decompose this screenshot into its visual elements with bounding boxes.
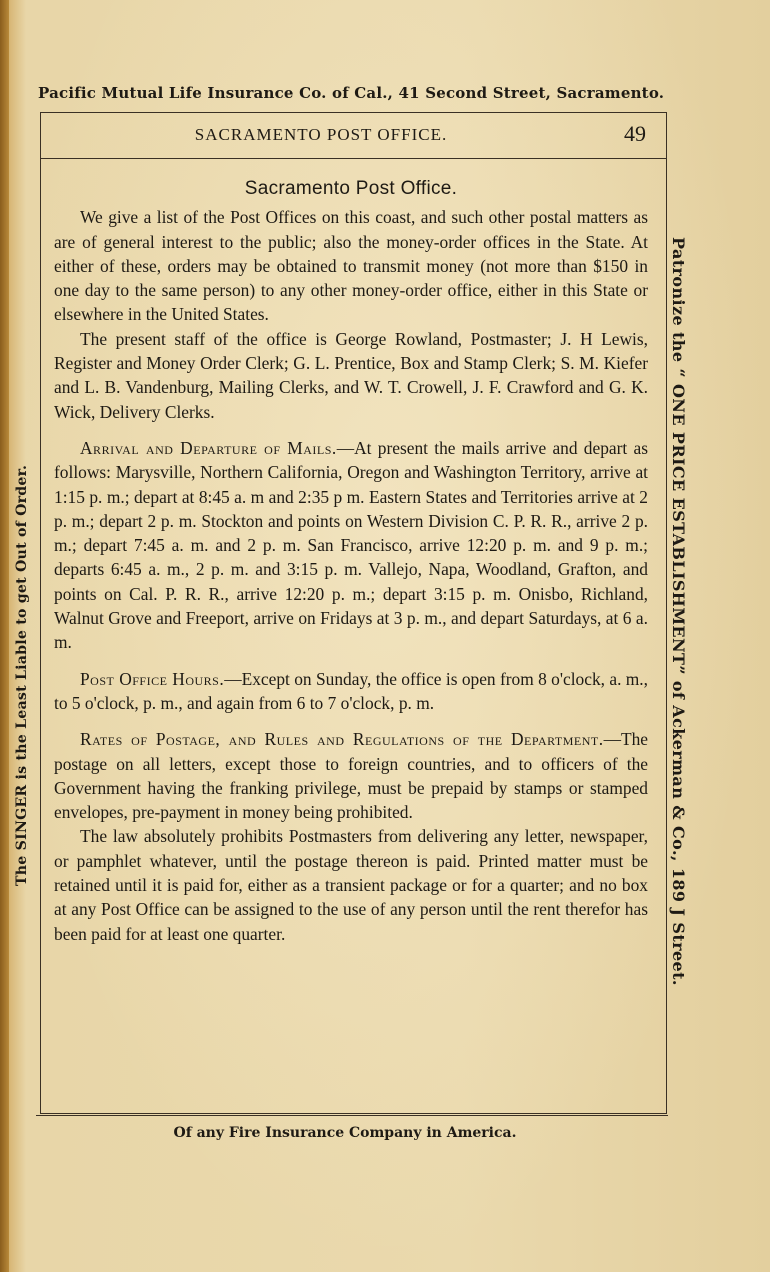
rates-paragraph [54,727,648,824]
frame-bottom-rule [36,1115,668,1116]
top-advertisement: Pacific Mutual Life Insurance Co. of Cal., 41 Second Street, Sacramento. [38,84,665,102]
page-frame [40,112,667,1114]
law-paragraph: The law absolutely prohibits Postmasters from delivering any letter, newspaper, or pamphlet whatever, until the postage thereon is paid. Printed matter must be retained until it is paid for, either as a transient package or for a quarter; and no box at any Post Office can be assigned to the use of any person until the rent therefor has been paid for at least one quarter. [54,826,648,944]
article-body [54,177,648,946]
hours-heading: Post Office Hours. [80,668,225,689]
staff-paragraph: The present staff of the office is George Rowland, Postmaster; J. H Lewis, Register and Money Order Clerk; G. L. Prentice, Box and Stamp Clerk; S. M. Kiefer and L. B. Vandenburg, Mailing Clerks, and W. T. Crowell, J. F. Crawford and G. K. Wick, Delivery Clerks. [54,328,648,422]
page-number: 49 [624,121,646,146]
running-head: SACRAMENTO POST OFFICE. [194,125,448,144]
header-rule [41,158,666,159]
rates-heading: Rates of Postage, and Rules and Regulations of the Department. [80,729,604,750]
intro-paragraph: We give a list of the Post Offices on this coast, and such other postal matters as are of general interest to the public; also the money-order offices in the State. At either of these, orders may be obtained to transmit money (not more than $150 in one day to the same person) to any other money-order office, either in this State or elsewhere in the United States. [54,207,648,325]
right-margin-advertisement: Patronize the “ ONE PRICE ESTABLISHMENT” of Ackerman & Co., 189 J Street. [669,237,688,986]
mails-paragraph [54,436,648,655]
bottom-advertisement: Of any Fire Insurance Company in America. [173,1125,517,1141]
left-margin-advertisement: The SINGER is the Least Liable to get Out of Order. [14,464,30,886]
mails-text: —At present the mails arrive and depart as follows: Marysville, Northern California, Oregon and Washington Territory, arrive at 1:15 p. m.; depart at 8:45 a. m and 2:35 p m. Eastern States and Territories arrive at 2 p. m.; depart 2 p. m. Stockton and points on Western Division C. P. R. R., arrive 2 p. m.; depart 7:45 a. m. and 2 p. m. San Francisco, arrive 12:20 p. m. and 9 p. m.; departs 6:45 a. m., 2 p. m. and 3:15 p. m. Vallejo, Napa, Woodland, Grafton, and points on Cal. P. R. R., arrive 12:20 p. m.; depart 3:15 p. m. Onisbo, Richland, Walnut Grove and Freeport, arrive on Fridays at 3 p. m., and depart Saturdays, at 6 a. m. [54,437,648,653]
mails-heading: Arrival and Departure of Mails. [80,437,337,458]
article-title: Sacramento Post Office. [244,178,458,199]
hours-text: —Except on Sunday, the office is open from 8 o'clock, a. m., to 5 o'clock, p. m., and again from 6 to 7 o'clock, p. m. [54,668,648,713]
page-header [41,123,666,149]
rates-text: —The postage on all letters, except those to foreign countries, and to officers of the Government having the franking privilege, must be prepaid by stamps or stamped envelopes, pre-payment in money being prohibited. [54,729,648,823]
hours-paragraph [54,667,648,716]
